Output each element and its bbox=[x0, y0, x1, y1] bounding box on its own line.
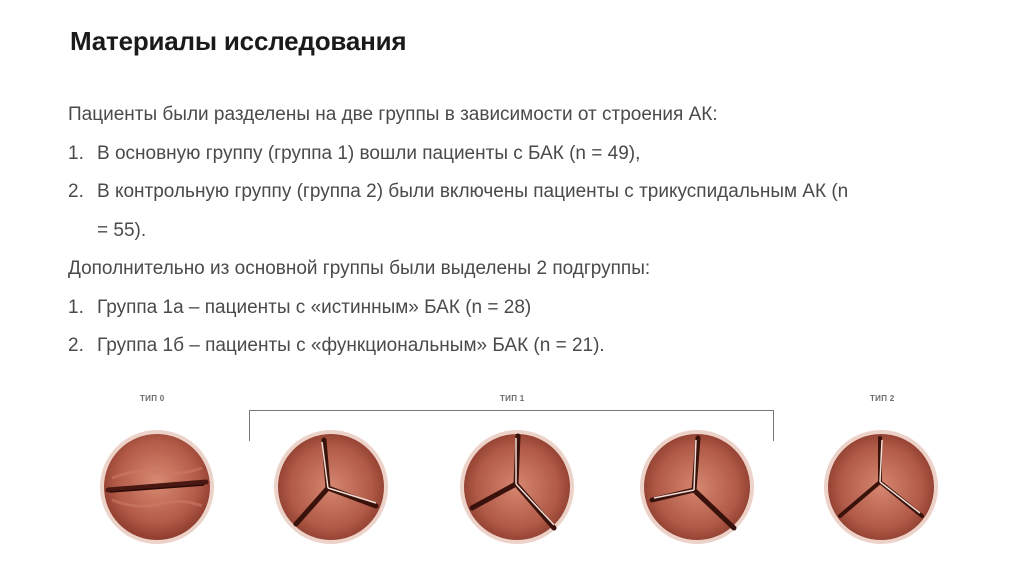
type0-label: ТИП 0 bbox=[140, 394, 165, 403]
type1-label: ТИП 1 bbox=[500, 394, 525, 403]
subgroup-item-2 bbox=[68, 327, 968, 366]
valve-types-figure bbox=[0, 380, 1024, 574]
valve-type1-c-image bbox=[638, 428, 756, 546]
group-item-2 bbox=[68, 173, 968, 212]
valve-type1-b-image bbox=[458, 428, 576, 546]
list-number: 2. bbox=[68, 335, 84, 356]
list-text: В основную группу (группа 1) вошли пациенты с БАК (n = 49), bbox=[97, 142, 641, 164]
intro-text: Пациенты были разделены на две группы в зависимости от строения АК: bbox=[68, 104, 718, 125]
list-text: В контрольную группу (группа 2) были включены пациенты с трикуспидальным АК (n bbox=[97, 181, 849, 202]
type2-label: ТИП 2 bbox=[870, 394, 895, 403]
list-text-continuation: = 55). bbox=[97, 219, 147, 241]
slide-title: Материалы исследования bbox=[70, 26, 407, 56]
valve-type0-image bbox=[98, 428, 216, 546]
subintro-text: Дополнительно из основной группы были выделены 2 подгруппы: bbox=[68, 258, 651, 279]
list-number: 1. bbox=[68, 142, 84, 164]
slide-body bbox=[68, 96, 968, 366]
list-text: Группа 1б – пациенты с «функциональным» БАК (n = 21). bbox=[97, 335, 605, 356]
list-number: 1. bbox=[68, 296, 84, 318]
list-text: Группа 1а – пациенты с «истинным» БАК (n = 28) bbox=[97, 296, 532, 318]
valve-type1-a-image bbox=[272, 428, 390, 546]
subgroup-item-1 bbox=[68, 289, 968, 328]
valve-type2-image bbox=[822, 428, 940, 546]
list-number: 2. bbox=[68, 181, 84, 202]
group-item-1 bbox=[68, 135, 968, 174]
